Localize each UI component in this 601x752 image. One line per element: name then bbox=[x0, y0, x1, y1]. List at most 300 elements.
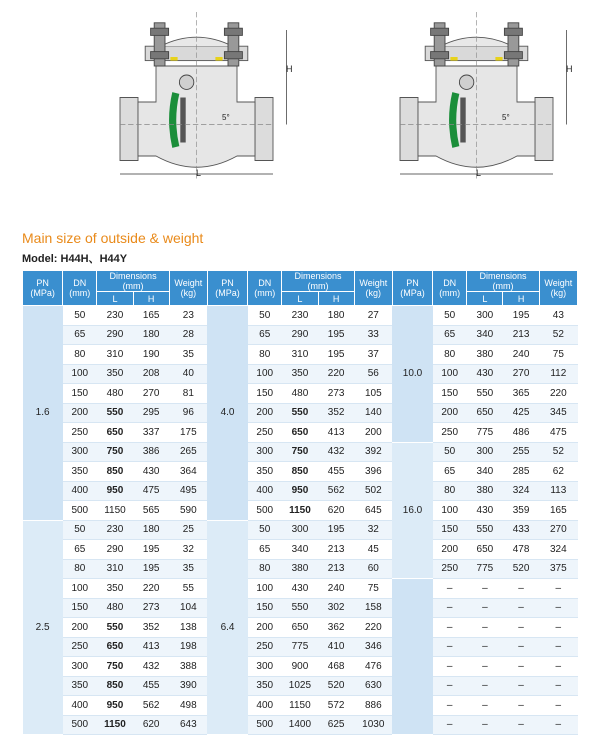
h-cell: 195 bbox=[318, 325, 354, 345]
weight-cell: 81 bbox=[169, 384, 207, 404]
dn-cell: 500 bbox=[248, 715, 282, 735]
dn-cell: 250 bbox=[63, 423, 97, 443]
dn-cell: 65 bbox=[63, 540, 97, 560]
l-cell: 650 bbox=[467, 540, 503, 560]
table-row bbox=[23, 579, 578, 599]
h-cell: 295 bbox=[133, 403, 169, 423]
l-cell: 310 bbox=[97, 345, 133, 365]
dn-cell: 400 bbox=[248, 696, 282, 716]
dn-cell: 150 bbox=[248, 384, 282, 404]
section-title: Main size of outside & weight bbox=[22, 230, 204, 246]
l-cell: 300 bbox=[282, 520, 318, 540]
h-cell: 455 bbox=[133, 676, 169, 696]
table-row bbox=[23, 598, 578, 618]
header-weight: Weight (kg) bbox=[169, 271, 207, 306]
table-row bbox=[23, 462, 578, 482]
l-cell: 850 bbox=[97, 676, 133, 696]
l-cell: 340 bbox=[282, 540, 318, 560]
dn-cell: 250 bbox=[248, 423, 282, 443]
h-cell: 478 bbox=[503, 540, 539, 560]
dn-cell: 100 bbox=[248, 579, 282, 599]
l-cell: 650 bbox=[282, 618, 318, 638]
l-cell: 550 bbox=[467, 384, 503, 404]
weight-cell: 346 bbox=[354, 637, 392, 657]
dn-cell: 65 bbox=[248, 325, 282, 345]
l-cell: 750 bbox=[97, 442, 133, 462]
dn-cell: 500 bbox=[63, 501, 97, 521]
h-cell: 365 bbox=[503, 384, 539, 404]
l-cell: 480 bbox=[97, 384, 133, 404]
weight-cell: – bbox=[539, 657, 577, 677]
weight-cell: 23 bbox=[169, 306, 207, 326]
h-cell: 165 bbox=[133, 306, 169, 326]
h-cell: 468 bbox=[318, 657, 354, 677]
weight-cell: 32 bbox=[354, 520, 392, 540]
dn-cell: – bbox=[433, 676, 467, 696]
l-cell: – bbox=[467, 676, 503, 696]
dn-cell: 300 bbox=[248, 657, 282, 677]
table-row bbox=[23, 345, 578, 365]
weight-cell: 33 bbox=[354, 325, 392, 345]
header-l: L bbox=[97, 292, 133, 306]
h-cell: 620 bbox=[318, 501, 354, 521]
table-row bbox=[23, 520, 578, 540]
weight-cell: 52 bbox=[539, 442, 577, 462]
h-cell: 562 bbox=[318, 481, 354, 501]
header-h: H bbox=[318, 292, 354, 306]
dim-h-left: H bbox=[286, 64, 293, 74]
weight-cell: 52 bbox=[539, 325, 577, 345]
header-pn: PN (MPa) bbox=[392, 271, 432, 306]
weight-cell: 40 bbox=[169, 364, 207, 384]
h-cell: – bbox=[503, 715, 539, 735]
header-l: L bbox=[467, 292, 503, 306]
pn-cell: 10.0 bbox=[392, 306, 432, 443]
weight-cell: 75 bbox=[539, 345, 577, 365]
h-cell: 425 bbox=[503, 403, 539, 423]
l-cell: 900 bbox=[282, 657, 318, 677]
l-cell: 775 bbox=[467, 423, 503, 443]
model-label: Model: H44H、H44Y bbox=[22, 253, 128, 265]
dn-cell: 50 bbox=[248, 520, 282, 540]
h-cell: 432 bbox=[318, 442, 354, 462]
dn-cell: 500 bbox=[63, 715, 97, 735]
dim-l-right: L bbox=[476, 168, 482, 178]
weight-cell: 25 bbox=[169, 520, 207, 540]
dn-cell: – bbox=[433, 715, 467, 735]
weight-cell: 37 bbox=[354, 345, 392, 365]
header-weight: Weight (kg) bbox=[354, 271, 392, 306]
dn-cell: 100 bbox=[433, 501, 467, 521]
weight-cell: 392 bbox=[354, 442, 392, 462]
dn-cell: 150 bbox=[248, 598, 282, 618]
dn-cell: 400 bbox=[63, 696, 97, 716]
dn-cell: 80 bbox=[433, 345, 467, 365]
dn-cell: 250 bbox=[433, 423, 467, 443]
dim-h-right: H bbox=[566, 64, 573, 74]
spec-table bbox=[22, 270, 578, 735]
h-cell: 352 bbox=[318, 403, 354, 423]
h-cell: 195 bbox=[133, 540, 169, 560]
h-cell: 195 bbox=[503, 306, 539, 326]
h-cell: 520 bbox=[318, 676, 354, 696]
weight-cell: 324 bbox=[539, 540, 577, 560]
weight-cell: 55 bbox=[169, 579, 207, 599]
dn-cell: 50 bbox=[433, 442, 467, 462]
valve-drawings bbox=[0, 0, 601, 200]
h-cell: 475 bbox=[133, 481, 169, 501]
l-cell: 380 bbox=[467, 481, 503, 501]
h-cell: 190 bbox=[133, 345, 169, 365]
h-cell: 180 bbox=[318, 306, 354, 326]
dn-cell: 65 bbox=[248, 540, 282, 560]
dn-cell: 200 bbox=[63, 403, 97, 423]
h-cell: 195 bbox=[133, 559, 169, 579]
h-cell: – bbox=[503, 696, 539, 716]
weight-cell: 60 bbox=[354, 559, 392, 579]
weight-cell: 28 bbox=[169, 325, 207, 345]
l-cell: 430 bbox=[467, 364, 503, 384]
header-pn: PN (MPa) bbox=[23, 271, 63, 306]
h-cell: 359 bbox=[503, 501, 539, 521]
l-cell: 230 bbox=[97, 306, 133, 326]
l-cell: 380 bbox=[282, 559, 318, 579]
pn-cell: 1.6 bbox=[23, 306, 63, 521]
dn-cell: 80 bbox=[63, 559, 97, 579]
dn-cell: 65 bbox=[63, 325, 97, 345]
weight-cell: – bbox=[539, 579, 577, 599]
h-cell: 386 bbox=[133, 442, 169, 462]
dn-cell: 300 bbox=[63, 657, 97, 677]
l-cell: 950 bbox=[282, 481, 318, 501]
table-row bbox=[23, 423, 578, 443]
dim-angle-left: 5° bbox=[222, 113, 230, 122]
h-cell: 410 bbox=[318, 637, 354, 657]
weight-cell: 475 bbox=[539, 423, 577, 443]
dn-cell: 80 bbox=[433, 481, 467, 501]
pn-cell bbox=[392, 579, 432, 735]
header-dimensions: Dimensions (mm) bbox=[97, 271, 169, 292]
dn-cell: 65 bbox=[433, 462, 467, 482]
dn-cell: 250 bbox=[63, 637, 97, 657]
h-cell: 486 bbox=[503, 423, 539, 443]
table-row bbox=[23, 306, 578, 326]
dn-cell: – bbox=[433, 637, 467, 657]
h-cell: 213 bbox=[503, 325, 539, 345]
weight-cell: 45 bbox=[354, 540, 392, 560]
h-cell: 413 bbox=[318, 423, 354, 443]
h-cell: – bbox=[503, 637, 539, 657]
dn-cell: 150 bbox=[433, 520, 467, 540]
l-cell: – bbox=[467, 618, 503, 638]
h-cell: 270 bbox=[503, 364, 539, 384]
l-cell: 480 bbox=[97, 598, 133, 618]
l-cell: 350 bbox=[282, 364, 318, 384]
dn-cell: – bbox=[433, 618, 467, 638]
weight-cell: 396 bbox=[354, 462, 392, 482]
h-cell: 620 bbox=[133, 715, 169, 735]
h-cell: – bbox=[503, 618, 539, 638]
h-cell: 562 bbox=[133, 696, 169, 716]
h-cell: 270 bbox=[133, 384, 169, 404]
h-cell: – bbox=[503, 676, 539, 696]
l-cell: – bbox=[467, 657, 503, 677]
dn-cell: – bbox=[433, 696, 467, 716]
l-cell: 775 bbox=[467, 559, 503, 579]
h-cell: 302 bbox=[318, 598, 354, 618]
h-cell: 362 bbox=[318, 618, 354, 638]
weight-cell: 158 bbox=[354, 598, 392, 618]
dn-cell: 250 bbox=[433, 559, 467, 579]
weight-cell: 96 bbox=[169, 403, 207, 423]
dn-cell: 250 bbox=[248, 637, 282, 657]
header-dn: DN (mm) bbox=[248, 271, 282, 306]
dn-cell: – bbox=[433, 579, 467, 599]
h-cell: 432 bbox=[133, 657, 169, 677]
weight-cell: – bbox=[539, 676, 577, 696]
weight-cell: 75 bbox=[354, 579, 392, 599]
l-cell: 650 bbox=[467, 403, 503, 423]
weight-cell: 502 bbox=[354, 481, 392, 501]
l-cell: 950 bbox=[97, 696, 133, 716]
weight-cell: 495 bbox=[169, 481, 207, 501]
dn-cell: 200 bbox=[248, 403, 282, 423]
l-cell: 1150 bbox=[97, 501, 133, 521]
l-cell: 950 bbox=[97, 481, 133, 501]
dn-cell: 50 bbox=[433, 306, 467, 326]
l-cell: 650 bbox=[97, 423, 133, 443]
weight-cell: 138 bbox=[169, 618, 207, 638]
table-row bbox=[23, 618, 578, 638]
dn-cell: 200 bbox=[63, 618, 97, 638]
h-cell: 337 bbox=[133, 423, 169, 443]
dn-cell: 65 bbox=[433, 325, 467, 345]
pn-cell: 16.0 bbox=[392, 442, 432, 579]
table-row bbox=[23, 559, 578, 579]
dn-cell: 50 bbox=[248, 306, 282, 326]
header-h: H bbox=[133, 292, 169, 306]
l-cell: 775 bbox=[282, 637, 318, 657]
l-cell: 750 bbox=[97, 657, 133, 677]
l-cell: 550 bbox=[97, 618, 133, 638]
dn-cell: 80 bbox=[248, 345, 282, 365]
h-cell: 324 bbox=[503, 481, 539, 501]
l-cell: 310 bbox=[282, 345, 318, 365]
h-cell: 208 bbox=[133, 364, 169, 384]
weight-cell: 270 bbox=[539, 520, 577, 540]
h-cell: 255 bbox=[503, 442, 539, 462]
weight-cell: 1030 bbox=[354, 715, 392, 735]
l-cell: 350 bbox=[97, 364, 133, 384]
l-cell: 380 bbox=[467, 345, 503, 365]
h-cell: 213 bbox=[318, 540, 354, 560]
weight-cell: 476 bbox=[354, 657, 392, 677]
l-cell: 300 bbox=[467, 306, 503, 326]
weight-cell: – bbox=[539, 696, 577, 716]
l-cell: 1150 bbox=[97, 715, 133, 735]
dn-cell: 150 bbox=[433, 384, 467, 404]
l-cell: 650 bbox=[282, 423, 318, 443]
weight-cell: 35 bbox=[169, 345, 207, 365]
header-h: H bbox=[503, 292, 539, 306]
l-cell: 340 bbox=[467, 462, 503, 482]
weight-cell: 32 bbox=[169, 540, 207, 560]
table-row bbox=[23, 403, 578, 423]
h-cell: 572 bbox=[318, 696, 354, 716]
l-cell: 430 bbox=[282, 579, 318, 599]
weight-cell: 388 bbox=[169, 657, 207, 677]
h-cell: 195 bbox=[318, 345, 354, 365]
weight-cell: 27 bbox=[354, 306, 392, 326]
l-cell: 650 bbox=[97, 637, 133, 657]
h-cell: 413 bbox=[133, 637, 169, 657]
dn-cell: 50 bbox=[63, 306, 97, 326]
table-row bbox=[23, 657, 578, 677]
l-cell: 290 bbox=[282, 325, 318, 345]
l-cell: 850 bbox=[97, 462, 133, 482]
dim-l-left: L bbox=[196, 168, 202, 178]
h-cell: 455 bbox=[318, 462, 354, 482]
weight-cell: 35 bbox=[169, 559, 207, 579]
h-cell: 273 bbox=[318, 384, 354, 404]
weight-cell: 390 bbox=[169, 676, 207, 696]
weight-cell: 104 bbox=[169, 598, 207, 618]
l-cell: 430 bbox=[467, 501, 503, 521]
dn-cell: 80 bbox=[63, 345, 97, 365]
h-cell: 433 bbox=[503, 520, 539, 540]
l-cell: – bbox=[467, 696, 503, 716]
h-cell: 285 bbox=[503, 462, 539, 482]
h-cell: 180 bbox=[133, 325, 169, 345]
dn-cell: 400 bbox=[248, 481, 282, 501]
dn-cell: 350 bbox=[248, 462, 282, 482]
h-cell: 220 bbox=[133, 579, 169, 599]
table-row bbox=[23, 442, 578, 462]
weight-cell: 590 bbox=[169, 501, 207, 521]
dn-cell: 500 bbox=[248, 501, 282, 521]
l-cell: – bbox=[467, 637, 503, 657]
weight-cell: 56 bbox=[354, 364, 392, 384]
weight-cell: 198 bbox=[169, 637, 207, 657]
header-dn: DN (mm) bbox=[433, 271, 467, 306]
h-cell: – bbox=[503, 598, 539, 618]
dn-cell: 350 bbox=[63, 676, 97, 696]
table-row bbox=[23, 540, 578, 560]
weight-cell: – bbox=[539, 598, 577, 618]
l-cell: 230 bbox=[97, 520, 133, 540]
l-cell: – bbox=[467, 579, 503, 599]
h-cell: 240 bbox=[503, 345, 539, 365]
h-cell: 273 bbox=[133, 598, 169, 618]
l-cell: 350 bbox=[97, 579, 133, 599]
table-row bbox=[23, 676, 578, 696]
dn-cell: 150 bbox=[63, 384, 97, 404]
weight-cell: 645 bbox=[354, 501, 392, 521]
h-cell: 625 bbox=[318, 715, 354, 735]
dn-cell: 100 bbox=[248, 364, 282, 384]
dn-cell: 100 bbox=[63, 364, 97, 384]
dn-cell: 100 bbox=[433, 364, 467, 384]
weight-cell: – bbox=[539, 618, 577, 638]
l-cell: 1400 bbox=[282, 715, 318, 735]
l-cell: 550 bbox=[97, 403, 133, 423]
table-row bbox=[23, 364, 578, 384]
l-cell: 290 bbox=[97, 325, 133, 345]
h-cell: 430 bbox=[133, 462, 169, 482]
weight-cell: 62 bbox=[539, 462, 577, 482]
dn-cell: 400 bbox=[63, 481, 97, 501]
table-row bbox=[23, 384, 578, 404]
l-cell: 1150 bbox=[282, 696, 318, 716]
l-cell: 300 bbox=[467, 442, 503, 462]
dn-cell: 300 bbox=[248, 442, 282, 462]
dn-cell: 350 bbox=[248, 676, 282, 696]
header-dimensions: Dimensions (mm) bbox=[467, 271, 539, 292]
dn-cell: 80 bbox=[248, 559, 282, 579]
h-cell: 180 bbox=[133, 520, 169, 540]
weight-cell: 265 bbox=[169, 442, 207, 462]
dn-cell: 150 bbox=[63, 598, 97, 618]
weight-cell: 175 bbox=[169, 423, 207, 443]
pn-cell: 6.4 bbox=[207, 520, 247, 735]
l-cell: 550 bbox=[467, 520, 503, 540]
pn-cell: 4.0 bbox=[207, 306, 247, 521]
pn-cell: 2.5 bbox=[23, 520, 63, 735]
weight-cell: 165 bbox=[539, 501, 577, 521]
header-l: L bbox=[282, 292, 318, 306]
weight-cell: 105 bbox=[354, 384, 392, 404]
weight-cell: 498 bbox=[169, 696, 207, 716]
h-cell: 565 bbox=[133, 501, 169, 521]
l-cell: 230 bbox=[282, 306, 318, 326]
dn-cell: 300 bbox=[63, 442, 97, 462]
weight-cell: 220 bbox=[354, 618, 392, 638]
h-cell: 220 bbox=[318, 364, 354, 384]
l-cell: 750 bbox=[282, 442, 318, 462]
weight-cell: – bbox=[539, 715, 577, 735]
table-row bbox=[23, 715, 578, 735]
table-row bbox=[23, 696, 578, 716]
table-row bbox=[23, 481, 578, 501]
h-cell: 520 bbox=[503, 559, 539, 579]
dn-cell: – bbox=[433, 657, 467, 677]
spec-table-wrapper bbox=[22, 270, 578, 735]
h-cell: 213 bbox=[318, 559, 354, 579]
weight-cell: 643 bbox=[169, 715, 207, 735]
dn-cell: 200 bbox=[248, 618, 282, 638]
h-cell: 195 bbox=[318, 520, 354, 540]
table-row bbox=[23, 325, 578, 345]
weight-cell: 113 bbox=[539, 481, 577, 501]
h-cell: – bbox=[503, 657, 539, 677]
l-cell: 850 bbox=[282, 462, 318, 482]
weight-cell: 220 bbox=[539, 384, 577, 404]
dn-cell: 350 bbox=[63, 462, 97, 482]
h-cell: – bbox=[503, 579, 539, 599]
header-weight: Weight (kg) bbox=[539, 271, 577, 306]
header-dimensions: Dimensions (mm) bbox=[282, 271, 354, 292]
weight-cell: – bbox=[539, 637, 577, 657]
l-cell: 1025 bbox=[282, 676, 318, 696]
weight-cell: 375 bbox=[539, 559, 577, 579]
dn-cell: 200 bbox=[433, 540, 467, 560]
dim-angle-right: 5° bbox=[502, 113, 510, 122]
dn-cell: 200 bbox=[433, 403, 467, 423]
h-cell: 352 bbox=[133, 618, 169, 638]
table-row bbox=[23, 637, 578, 657]
l-cell: 290 bbox=[97, 540, 133, 560]
weight-cell: 364 bbox=[169, 462, 207, 482]
